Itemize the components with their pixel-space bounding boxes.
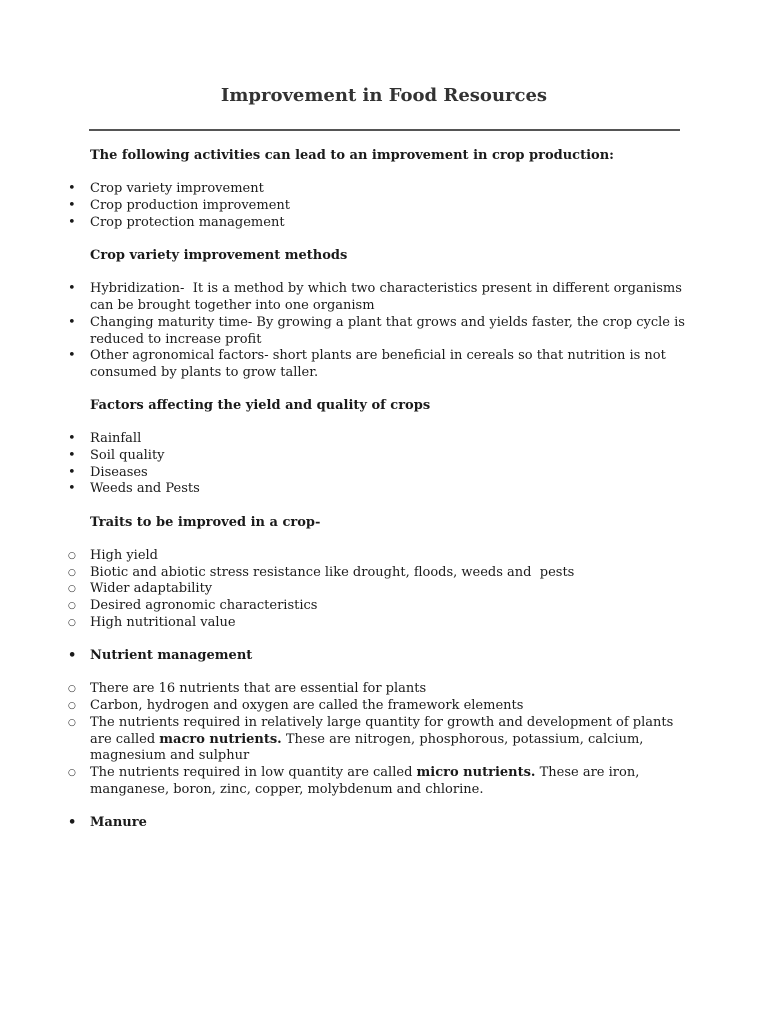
circle-bullet-icon	[68, 581, 76, 599]
methods-heading: Crop variety improvement methods	[90, 248, 348, 263]
circle-bullet-icon	[68, 615, 76, 633]
list-item: • Rainfall	[90, 431, 690, 448]
traits-heading: Traits to be improved in a crop-	[90, 515, 321, 530]
list-item: • Soil quality	[90, 448, 690, 465]
title-divider	[89, 129, 680, 131]
circle-bullet-icon	[68, 681, 76, 699]
list-item: ○ Desired agronomic characteristics	[90, 598, 690, 615]
bullet-icon	[68, 198, 76, 215]
factors-heading: Factors affecting the yield and quality of crops	[90, 398, 431, 413]
bullet-icon	[68, 181, 76, 198]
nutrient-heading-item: • Nutrient management	[90, 648, 690, 665]
circle-bullet-icon	[68, 548, 76, 566]
list-item: ○ The nutrients required in relatively large quantity for growth and development of plants are called macro nutrients. These are nitrogen, phosphorous, potassium, calcium, magnesium and sulphur	[90, 715, 690, 765]
list-item: • Diseases	[90, 465, 690, 482]
list-item: • Crop protection management	[90, 215, 690, 232]
list-item: ○ There are 16 nutrients that are essential for plants	[90, 681, 690, 698]
bullet-icon	[68, 281, 76, 298]
intro-heading: The following activities can lead to an improvement in crop production:	[90, 148, 614, 163]
circle-bullet-icon	[68, 765, 76, 783]
bullet-icon	[68, 215, 76, 232]
circle-bullet-icon	[68, 715, 76, 733]
list-item: • Hybridization- It is a method by which two characteristics present in different organisms can be brought together into one organism	[90, 281, 690, 314]
list-item: • Other agronomical factors- short plants are beneficial in cereals so that nutrition is not consumed by plants to grow taller.	[90, 348, 690, 381]
bullet-icon	[68, 815, 76, 832]
page-title: Improvement in Food Resources	[220, 85, 548, 106]
bullet-icon	[68, 481, 76, 498]
bullet-icon	[68, 348, 76, 365]
list-item: • Changing maturity time- By growing a plant that grows and yields faster, the crop cycle is reduced to increase profit	[90, 315, 690, 348]
bullet-icon	[68, 465, 76, 482]
list-item: • Weeds and Pests	[90, 481, 690, 498]
list-item: ○ Carbon, hydrogen and oxygen are called the framework elements	[90, 698, 690, 715]
bullet-icon	[68, 315, 76, 332]
bullet-icon	[68, 431, 76, 448]
list-item: ○ Wider adaptability	[90, 581, 690, 598]
list-item: ○ High yield	[90, 548, 690, 565]
list-item: ○ The nutrients required in low quantity are called micro nutrients. These are iron, manganese, boron, zinc, copper, molybdenum and chlorine.	[90, 765, 690, 798]
circle-bullet-icon	[68, 698, 76, 716]
list-item: • Crop production improvement	[90, 198, 690, 215]
bullet-icon	[68, 648, 76, 665]
list-item: ○ Biotic and abiotic stress resistance like drought, floods, weeds and pests	[90, 565, 690, 582]
bullet-icon	[68, 448, 76, 465]
circle-bullet-icon	[68, 598, 76, 616]
list-item: • Crop variety improvement	[90, 181, 690, 198]
list-item: ○ High nutritional value	[90, 615, 690, 632]
manure-heading-item: • Manure	[90, 815, 690, 832]
